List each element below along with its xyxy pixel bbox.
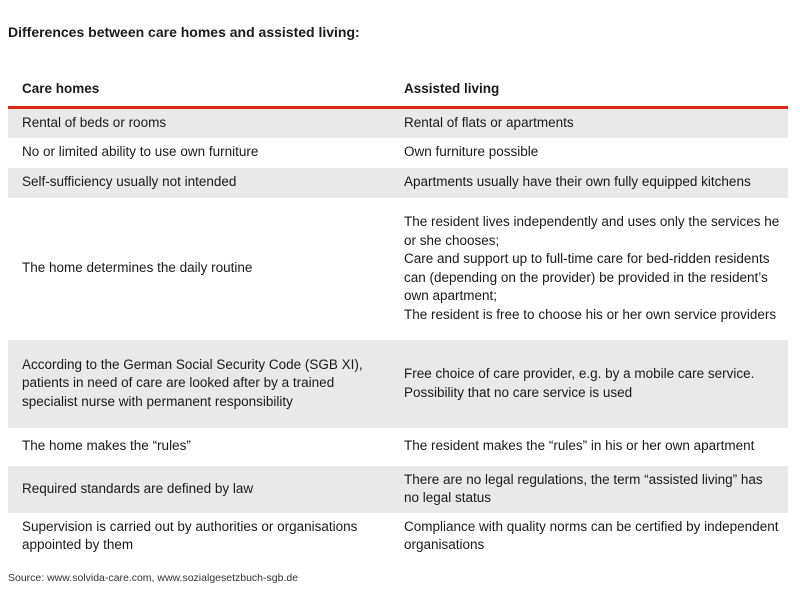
assisted-living-cell: There are no legal regulations, the term “assisted living” has no legal status xyxy=(390,466,788,513)
assisted-living-cell: Apartments usually have their own fully equipped kitchens xyxy=(390,168,788,198)
table-header xyxy=(8,72,788,108)
page-title: Differences between care homes and assisted living: xyxy=(8,24,360,40)
comparison-table-container xyxy=(8,72,788,560)
header-assisted-living: Assisted living xyxy=(390,72,788,108)
care-homes-cell: According to the German Social Security Code (SGB XI), patients in need of care are looked after by a trained specialist nurse with permanent responsibility xyxy=(8,340,390,428)
table-row xyxy=(8,168,788,198)
source-note: Source: www.solvida-care.com, www.sozialgesetzbuch-sgb.de xyxy=(8,572,299,584)
assisted-living-cell: Own furniture possible xyxy=(390,138,788,168)
table-row xyxy=(8,340,788,428)
table-row xyxy=(8,198,788,340)
comparison-table xyxy=(8,72,788,560)
care-homes-cell: Supervision is carried out by authorities or organisations appointed by them xyxy=(8,513,390,560)
header-care-homes: Care homes xyxy=(8,72,390,108)
table-row xyxy=(8,108,788,138)
care-homes-cell: Required standards are defined by law xyxy=(8,466,390,513)
assisted-living-cell: The resident lives independently and uses only the services he or she chooses; Care and support up to full-time care for bed-ridden residents can (depending on the provider) be provided in the resident’s own apartment; The resident is free to choose his or her own service providers xyxy=(390,198,788,340)
assisted-living-cell: Free choice of care provider, e.g. by a mobile care service. Possibility that no care service is used xyxy=(390,340,788,428)
care-homes-cell: Rental of beds or rooms xyxy=(8,108,390,138)
table-row xyxy=(8,138,788,168)
care-homes-cell: No or limited ability to use own furniture xyxy=(8,138,390,168)
table-body xyxy=(8,108,788,560)
table-row xyxy=(8,428,788,466)
assisted-living-cell: Rental of flats or apartments xyxy=(390,108,788,138)
care-homes-cell: Self-sufficiency usually not intended xyxy=(8,168,390,198)
care-homes-cell: The home makes the “rules” xyxy=(8,428,390,466)
table-row xyxy=(8,466,788,513)
care-homes-cell: The home determines the daily routine xyxy=(8,198,390,340)
assisted-living-cell: Compliance with quality norms can be certified by independent organisations xyxy=(390,513,788,560)
assisted-living-cell: The resident makes the “rules” in his or her own apartment xyxy=(390,428,788,466)
header-row xyxy=(8,72,788,108)
table-row xyxy=(8,513,788,560)
